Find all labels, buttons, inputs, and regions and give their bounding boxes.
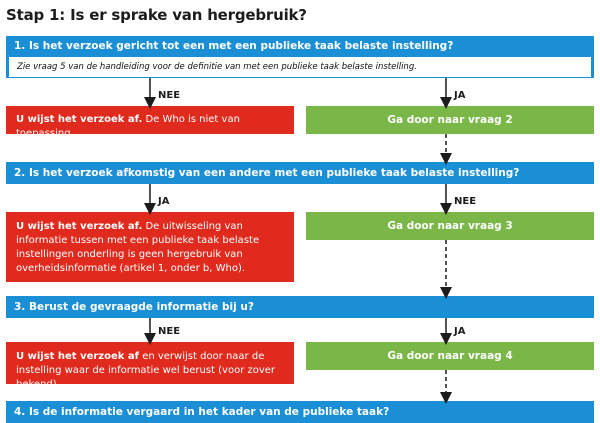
question-2-yes-label: JA <box>158 196 170 207</box>
page-title: Stap 1: Is er sprake van hergebruik? <box>6 6 307 24</box>
reject-bold-text: U wijst het verzoek af. <box>16 114 143 125</box>
question-3: 3. Berust de gevraagde informatie bij u? <box>6 296 594 318</box>
reject-text: De Who is niet van toepassing. <box>16 114 240 139</box>
question-2-no-label: NEE <box>454 196 477 207</box>
reject-bold-text: U wijst het verzoek af. <box>16 221 143 232</box>
question-3-yes-label: JA <box>454 326 466 337</box>
question-2: 2. Is het verzoek afkomstig van een andere met een publieke taak belaste instelling? <box>6 162 594 184</box>
question-3-no-label: NEE <box>158 326 181 337</box>
reject-bold-text: U wijst het verzoek af <box>16 351 140 362</box>
question-3-continue-box: Ga door naar vraag 4 <box>306 342 594 370</box>
question-4: 4. Is de informatie vergaard in het kader van de publieke taak? <box>6 401 594 423</box>
question-1-continue-box: Ga door naar vraag 2 <box>306 106 594 134</box>
question-2-continue-box: Ga door naar vraag 3 <box>306 212 594 240</box>
reject-text: De uitwisseling van informatie tussen met een publieke taak belaste instellingen onderling is geen hergebruik van overheidsinformatie (artikel 1, onder b, Who). <box>16 221 260 274</box>
reject-text: en verwijst door naar de instelling waar de informatie wel berust (voor zover bekend). <box>16 351 276 390</box>
question-1-note: Zie vraag 5 van de handleiding voor de definitie van met een publieke taak belaste instelling. <box>8 56 592 78</box>
question-1-no-label: NEE <box>158 90 181 101</box>
question-1: 1. Is het verzoek gericht tot een met een publieke taak belaste instelling? <box>14 40 454 52</box>
question-1-yes-label: JA <box>454 90 466 101</box>
